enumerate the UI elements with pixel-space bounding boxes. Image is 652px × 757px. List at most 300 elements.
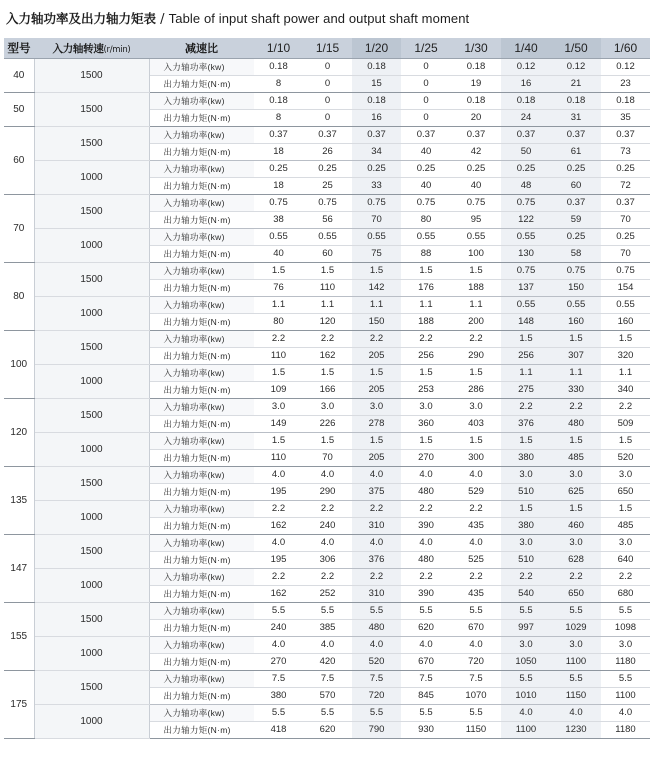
torque-value: 640 xyxy=(601,552,650,569)
torque-value: 40 xyxy=(451,178,501,195)
power-value: 0.18 xyxy=(451,93,501,110)
torque-value: 195 xyxy=(254,552,303,569)
input-speed-cell: 1000 xyxy=(34,705,149,739)
table-row-power xyxy=(4,603,650,620)
torque-value: 360 xyxy=(401,416,451,433)
torque-value: 15 xyxy=(352,76,401,93)
power-value: 2.2 xyxy=(601,399,650,416)
model-cell: 70 xyxy=(4,195,34,263)
input-speed-cell: 1000 xyxy=(34,433,149,467)
torque-value: 1050 xyxy=(501,654,551,671)
table-row-power xyxy=(4,705,650,722)
torque-value: 1230 xyxy=(551,722,601,739)
table-row-power xyxy=(4,433,650,450)
torque-value: 18 xyxy=(254,178,303,195)
power-value: 4.0 xyxy=(254,467,303,484)
table-title xyxy=(6,9,646,29)
torque-label: 出力轴力矩(N·m) xyxy=(149,178,254,195)
torque-value: 16 xyxy=(352,110,401,127)
torque-value: 110 xyxy=(254,348,303,365)
power-label: 入力轴功率(kw) xyxy=(149,229,254,246)
power-value: 0.18 xyxy=(254,59,303,76)
power-value: 0 xyxy=(303,93,352,110)
power-value: 4.0 xyxy=(303,535,352,552)
power-value: 0.25 xyxy=(551,161,601,178)
torque-value: 59 xyxy=(551,212,601,229)
power-label: 入力轴功率(kw) xyxy=(149,331,254,348)
power-value: 1.1 xyxy=(551,365,601,382)
input-speed-cell: 1500 xyxy=(34,59,149,93)
power-value: 2.2 xyxy=(254,331,303,348)
power-value: 5.5 xyxy=(352,603,401,620)
power-value: 0.75 xyxy=(501,195,551,212)
input-speed-cell: 1000 xyxy=(34,501,149,535)
torque-value: 460 xyxy=(551,518,601,535)
power-value: 0.18 xyxy=(254,93,303,110)
power-value: 0.55 xyxy=(352,229,401,246)
header-ratio: 1/50 xyxy=(551,38,601,59)
torque-value: 275 xyxy=(501,382,551,399)
torque-value: 435 xyxy=(451,586,501,603)
torque-label: 出力轴力矩(N·m) xyxy=(149,688,254,705)
power-value: 1.1 xyxy=(451,297,501,314)
power-value: 2.2 xyxy=(352,569,401,586)
torque-value: 278 xyxy=(352,416,401,433)
power-value: 0.25 xyxy=(352,161,401,178)
torque-value: 38 xyxy=(254,212,303,229)
header-ratio: 1/60 xyxy=(601,38,650,59)
torque-label: 出力轴力矩(N·m) xyxy=(149,110,254,127)
power-value: 4.0 xyxy=(352,467,401,484)
torque-value: 188 xyxy=(401,314,451,331)
torque-value: 75 xyxy=(352,246,401,263)
power-label: 入力轴功率(kw) xyxy=(149,195,254,212)
input-speed-cell: 1500 xyxy=(34,331,149,365)
power-value: 0.25 xyxy=(254,161,303,178)
power-value: 2.2 xyxy=(451,501,501,518)
torque-value: 200 xyxy=(451,314,501,331)
power-value: 3.0 xyxy=(601,467,650,484)
power-label: 入力轴功率(kw) xyxy=(149,365,254,382)
input-speed-cell: 1500 xyxy=(34,127,149,161)
torque-label: 出力轴力矩(N·m) xyxy=(149,246,254,263)
table-row-power xyxy=(4,127,650,144)
power-value: 0.37 xyxy=(254,127,303,144)
torque-value: 40 xyxy=(401,178,451,195)
power-label: 入力轴功率(kw) xyxy=(149,433,254,450)
torque-value: 60 xyxy=(551,178,601,195)
torque-label: 出力轴力矩(N·m) xyxy=(149,212,254,229)
torque-value: 142 xyxy=(352,280,401,297)
torque-value: 670 xyxy=(401,654,451,671)
torque-value: 570 xyxy=(303,688,352,705)
torque-value: 435 xyxy=(451,518,501,535)
model-cell: 120 xyxy=(4,399,34,467)
power-value: 4.0 xyxy=(303,637,352,654)
torque-value: 790 xyxy=(352,722,401,739)
power-value: 4.0 xyxy=(451,535,501,552)
torque-value: 162 xyxy=(303,348,352,365)
torque-value: 70 xyxy=(601,246,650,263)
torque-value: 997 xyxy=(501,620,551,637)
torque-value: 0 xyxy=(401,110,451,127)
power-value: 3.0 xyxy=(501,637,551,654)
power-value: 1.5 xyxy=(254,263,303,280)
torque-value: 270 xyxy=(254,654,303,671)
torque-value: 385 xyxy=(303,620,352,637)
power-label: 入力轴功率(kw) xyxy=(149,569,254,586)
torque-value: 240 xyxy=(303,518,352,535)
torque-value: 56 xyxy=(303,212,352,229)
power-value: 5.5 xyxy=(352,705,401,722)
torque-value: 195 xyxy=(254,484,303,501)
torque-value: 95 xyxy=(451,212,501,229)
torque-label: 出力轴力矩(N·m) xyxy=(149,382,254,399)
power-value: 0.55 xyxy=(451,229,501,246)
torque-value: 520 xyxy=(352,654,401,671)
power-value: 0.75 xyxy=(501,263,551,280)
power-value: 0.75 xyxy=(352,195,401,212)
power-value: 3.0 xyxy=(401,399,451,416)
torque-label: 出力轴力矩(N·m) xyxy=(149,654,254,671)
power-label: 入力轴功率(kw) xyxy=(149,705,254,722)
power-value: 2.2 xyxy=(401,331,451,348)
torque-value: 18 xyxy=(254,144,303,161)
header-ratio: 1/30 xyxy=(451,38,501,59)
torque-value: 148 xyxy=(501,314,551,331)
power-torque-table xyxy=(4,38,650,739)
power-value: 0.25 xyxy=(451,161,501,178)
torque-value: 418 xyxy=(254,722,303,739)
torque-label: 出力轴力矩(N·m) xyxy=(149,348,254,365)
power-value: 5.5 xyxy=(601,603,650,620)
power-value: 7.5 xyxy=(254,671,303,688)
power-value: 1.5 xyxy=(352,365,401,382)
torque-value: 930 xyxy=(401,722,451,739)
power-value: 0.12 xyxy=(601,59,650,76)
power-value: 0.37 xyxy=(352,127,401,144)
torque-value: 270 xyxy=(401,450,451,467)
power-label: 入力轴功率(kw) xyxy=(149,127,254,144)
torque-value: 380 xyxy=(501,450,551,467)
power-value: 4.0 xyxy=(401,467,451,484)
torque-value: 380 xyxy=(501,518,551,535)
power-value: 0.18 xyxy=(551,93,601,110)
power-value: 2.2 xyxy=(501,399,551,416)
table-row-power xyxy=(4,331,650,348)
input-speed-cell: 1500 xyxy=(34,93,149,127)
torque-value: 205 xyxy=(352,450,401,467)
torque-value: 620 xyxy=(401,620,451,637)
torque-label: 出力轴力矩(N·m) xyxy=(149,76,254,93)
power-value: 0.75 xyxy=(451,195,501,212)
torque-value: 720 xyxy=(352,688,401,705)
power-value: 1.1 xyxy=(601,365,650,382)
power-value: 0.55 xyxy=(601,297,650,314)
torque-value: 154 xyxy=(601,280,650,297)
title-separator: / xyxy=(156,12,169,27)
power-value: 5.5 xyxy=(501,671,551,688)
torque-value: 20 xyxy=(451,110,501,127)
power-value: 0.55 xyxy=(303,229,352,246)
power-value: 1.5 xyxy=(501,433,551,450)
power-value: 0.75 xyxy=(401,195,451,212)
power-value: 5.5 xyxy=(401,603,451,620)
power-value: 0 xyxy=(303,59,352,76)
power-value: 7.5 xyxy=(451,671,501,688)
power-value: 0.25 xyxy=(601,161,650,178)
header-row xyxy=(4,38,650,59)
power-value: 0.37 xyxy=(501,127,551,144)
power-value: 0.18 xyxy=(352,59,401,76)
torque-value: 31 xyxy=(551,110,601,127)
power-label: 入力轴功率(kw) xyxy=(149,671,254,688)
torque-value: 1150 xyxy=(451,722,501,739)
power-value: 1.5 xyxy=(303,365,352,382)
power-value: 1.5 xyxy=(401,365,451,382)
power-value: 0.25 xyxy=(501,161,551,178)
power-value: 2.2 xyxy=(601,569,650,586)
power-value: 4.0 xyxy=(352,535,401,552)
torque-value: 375 xyxy=(352,484,401,501)
power-value: 0.25 xyxy=(601,229,650,246)
torque-value: 670 xyxy=(451,620,501,637)
power-value: 4.0 xyxy=(451,637,501,654)
power-value: 4.0 xyxy=(254,637,303,654)
torque-label: 出力轴力矩(N·m) xyxy=(149,450,254,467)
input-speed-cell: 1000 xyxy=(34,365,149,399)
model-cell: 40 xyxy=(4,59,34,93)
input-speed-cell: 1500 xyxy=(34,535,149,569)
power-value: 3.0 xyxy=(303,399,352,416)
power-value: 4.0 xyxy=(601,705,650,722)
power-value: 0.37 xyxy=(451,127,501,144)
title-english: Table of input shaft power and output shaft moment xyxy=(168,11,470,26)
torque-value: 625 xyxy=(551,484,601,501)
torque-value: 540 xyxy=(501,586,551,603)
power-value: 1.5 xyxy=(551,501,601,518)
torque-value: 525 xyxy=(451,552,501,569)
torque-value: 226 xyxy=(303,416,352,433)
torque-value: 70 xyxy=(352,212,401,229)
power-value: 7.5 xyxy=(303,671,352,688)
torque-value: 650 xyxy=(551,586,601,603)
torque-value: 1180 xyxy=(601,654,650,671)
power-value: 1.5 xyxy=(551,433,601,450)
power-value: 2.2 xyxy=(303,569,352,586)
power-value: 0.75 xyxy=(303,195,352,212)
torque-value: 1180 xyxy=(601,722,650,739)
table-row-power xyxy=(4,229,650,246)
header-ratio: 1/10 xyxy=(254,38,303,59)
table-row-power xyxy=(4,569,650,586)
torque-value: 48 xyxy=(501,178,551,195)
input-speed-cell: 1500 xyxy=(34,467,149,501)
power-value: 2.2 xyxy=(551,569,601,586)
torque-label: 出力轴力矩(N·m) xyxy=(149,280,254,297)
input-speed-cell: 1000 xyxy=(34,637,149,671)
model-cell: 100 xyxy=(4,331,34,399)
header-reduction-ratio: 减速比 xyxy=(149,38,254,59)
torque-value: 1100 xyxy=(551,654,601,671)
power-value: 4.0 xyxy=(451,467,501,484)
torque-value: 650 xyxy=(601,484,650,501)
power-value: 1.5 xyxy=(254,433,303,450)
power-value: 3.0 xyxy=(601,637,650,654)
power-value: 0 xyxy=(401,93,451,110)
header-ratio: 1/15 xyxy=(303,38,352,59)
torque-value: 620 xyxy=(303,722,352,739)
torque-value: 150 xyxy=(551,280,601,297)
torque-value: 100 xyxy=(451,246,501,263)
torque-value: 110 xyxy=(303,280,352,297)
torque-value: 160 xyxy=(551,314,601,331)
torque-value: 307 xyxy=(551,348,601,365)
power-value: 4.0 xyxy=(401,535,451,552)
torque-value: 390 xyxy=(401,518,451,535)
model-cell: 50 xyxy=(4,93,34,127)
power-value: 0.37 xyxy=(551,195,601,212)
power-value: 0.55 xyxy=(501,297,551,314)
torque-value: 58 xyxy=(551,246,601,263)
power-value: 0.12 xyxy=(551,59,601,76)
power-value: 2.2 xyxy=(254,569,303,586)
title-chinese: 入力轴功率及出力轴力矩表 xyxy=(6,11,157,26)
torque-value: 1010 xyxy=(501,688,551,705)
power-value: 5.5 xyxy=(451,603,501,620)
power-value: 1.5 xyxy=(401,263,451,280)
torque-value: 188 xyxy=(451,280,501,297)
input-speed-cell: 1500 xyxy=(34,603,149,637)
power-value: 2.2 xyxy=(451,569,501,586)
table-row-power xyxy=(4,535,650,552)
model-cell: 175 xyxy=(4,671,34,739)
torque-value: 480 xyxy=(551,416,601,433)
power-value: 0.37 xyxy=(303,127,352,144)
power-label: 入力轴功率(kw) xyxy=(149,399,254,416)
power-value: 3.0 xyxy=(601,535,650,552)
power-value: 3.0 xyxy=(451,399,501,416)
power-value: 1.1 xyxy=(303,297,352,314)
power-value: 1.1 xyxy=(254,297,303,314)
power-value: 3.0 xyxy=(551,637,601,654)
power-label: 入力轴功率(kw) xyxy=(149,535,254,552)
input-speed-cell: 1500 xyxy=(34,671,149,705)
power-value: 4.0 xyxy=(501,705,551,722)
torque-value: 1098 xyxy=(601,620,650,637)
torque-value: 88 xyxy=(401,246,451,263)
torque-value: 290 xyxy=(303,484,352,501)
model-cell: 155 xyxy=(4,603,34,671)
table-row-power xyxy=(4,399,650,416)
power-value: 5.5 xyxy=(551,671,601,688)
input-speed-cell: 1000 xyxy=(34,569,149,603)
power-value: 0.25 xyxy=(401,161,451,178)
torque-value: 510 xyxy=(501,552,551,569)
power-value: 5.5 xyxy=(303,705,352,722)
torque-value: 256 xyxy=(401,348,451,365)
model-cell: 147 xyxy=(4,535,34,603)
power-value: 2.2 xyxy=(501,569,551,586)
torque-value: 24 xyxy=(501,110,551,127)
torque-label: 出力轴力矩(N·m) xyxy=(149,552,254,569)
power-value: 1.5 xyxy=(501,331,551,348)
header-speed-unit: (r/min) xyxy=(103,44,131,55)
header-ratio: 1/20 xyxy=(352,38,401,59)
torque-value: 42 xyxy=(451,144,501,161)
power-value: 1.5 xyxy=(451,365,501,382)
power-value: 3.0 xyxy=(501,535,551,552)
table-row-power xyxy=(4,365,650,382)
table-row-power xyxy=(4,263,650,280)
power-value: 0.18 xyxy=(352,93,401,110)
torque-value: 60 xyxy=(303,246,352,263)
torque-value: 19 xyxy=(451,76,501,93)
torque-value: 130 xyxy=(501,246,551,263)
torque-value: 380 xyxy=(254,688,303,705)
power-value: 1.5 xyxy=(352,433,401,450)
header-ratio: 1/25 xyxy=(401,38,451,59)
power-label: 入力轴功率(kw) xyxy=(149,467,254,484)
power-value: 2.2 xyxy=(254,501,303,518)
torque-value: 176 xyxy=(401,280,451,297)
power-value: 1.1 xyxy=(501,365,551,382)
input-speed-cell: 1000 xyxy=(34,229,149,263)
torque-value: 137 xyxy=(501,280,551,297)
torque-value: 420 xyxy=(303,654,352,671)
torque-value: 25 xyxy=(303,178,352,195)
power-value: 0 xyxy=(401,59,451,76)
torque-value: 21 xyxy=(551,76,601,93)
torque-value: 306 xyxy=(303,552,352,569)
torque-value: 150 xyxy=(352,314,401,331)
torque-value: 73 xyxy=(601,144,650,161)
power-value: 2.2 xyxy=(401,569,451,586)
header-speed-label: 入力轴转速 xyxy=(52,42,104,55)
torque-value: 320 xyxy=(601,348,650,365)
power-value: 1.5 xyxy=(601,331,650,348)
power-label: 入力轴功率(kw) xyxy=(149,297,254,314)
input-speed-cell: 1500 xyxy=(34,399,149,433)
table-row-power xyxy=(4,501,650,518)
header-input-speed xyxy=(34,38,149,59)
torque-value: 120 xyxy=(303,314,352,331)
power-value: 3.0 xyxy=(352,399,401,416)
torque-value: 50 xyxy=(501,144,551,161)
power-value: 2.2 xyxy=(551,399,601,416)
torque-value: 166 xyxy=(303,382,352,399)
power-value: 1.5 xyxy=(451,263,501,280)
torque-value: 61 xyxy=(551,144,601,161)
torque-value: 8 xyxy=(254,110,303,127)
power-value: 5.5 xyxy=(451,705,501,722)
torque-value: 162 xyxy=(254,518,303,535)
header-ratio: 1/40 xyxy=(501,38,551,59)
torque-value: 40 xyxy=(401,144,451,161)
torque-value: 1070 xyxy=(451,688,501,705)
torque-value: 376 xyxy=(352,552,401,569)
power-value: 2.2 xyxy=(401,501,451,518)
torque-label: 出力轴力矩(N·m) xyxy=(149,144,254,161)
power-value: 1.5 xyxy=(254,365,303,382)
torque-value: 376 xyxy=(501,416,551,433)
torque-value: 286 xyxy=(451,382,501,399)
table-row-power xyxy=(4,637,650,654)
torque-value: 34 xyxy=(352,144,401,161)
power-value: 2.2 xyxy=(451,331,501,348)
torque-value: 8 xyxy=(254,76,303,93)
table-row-power xyxy=(4,195,650,212)
